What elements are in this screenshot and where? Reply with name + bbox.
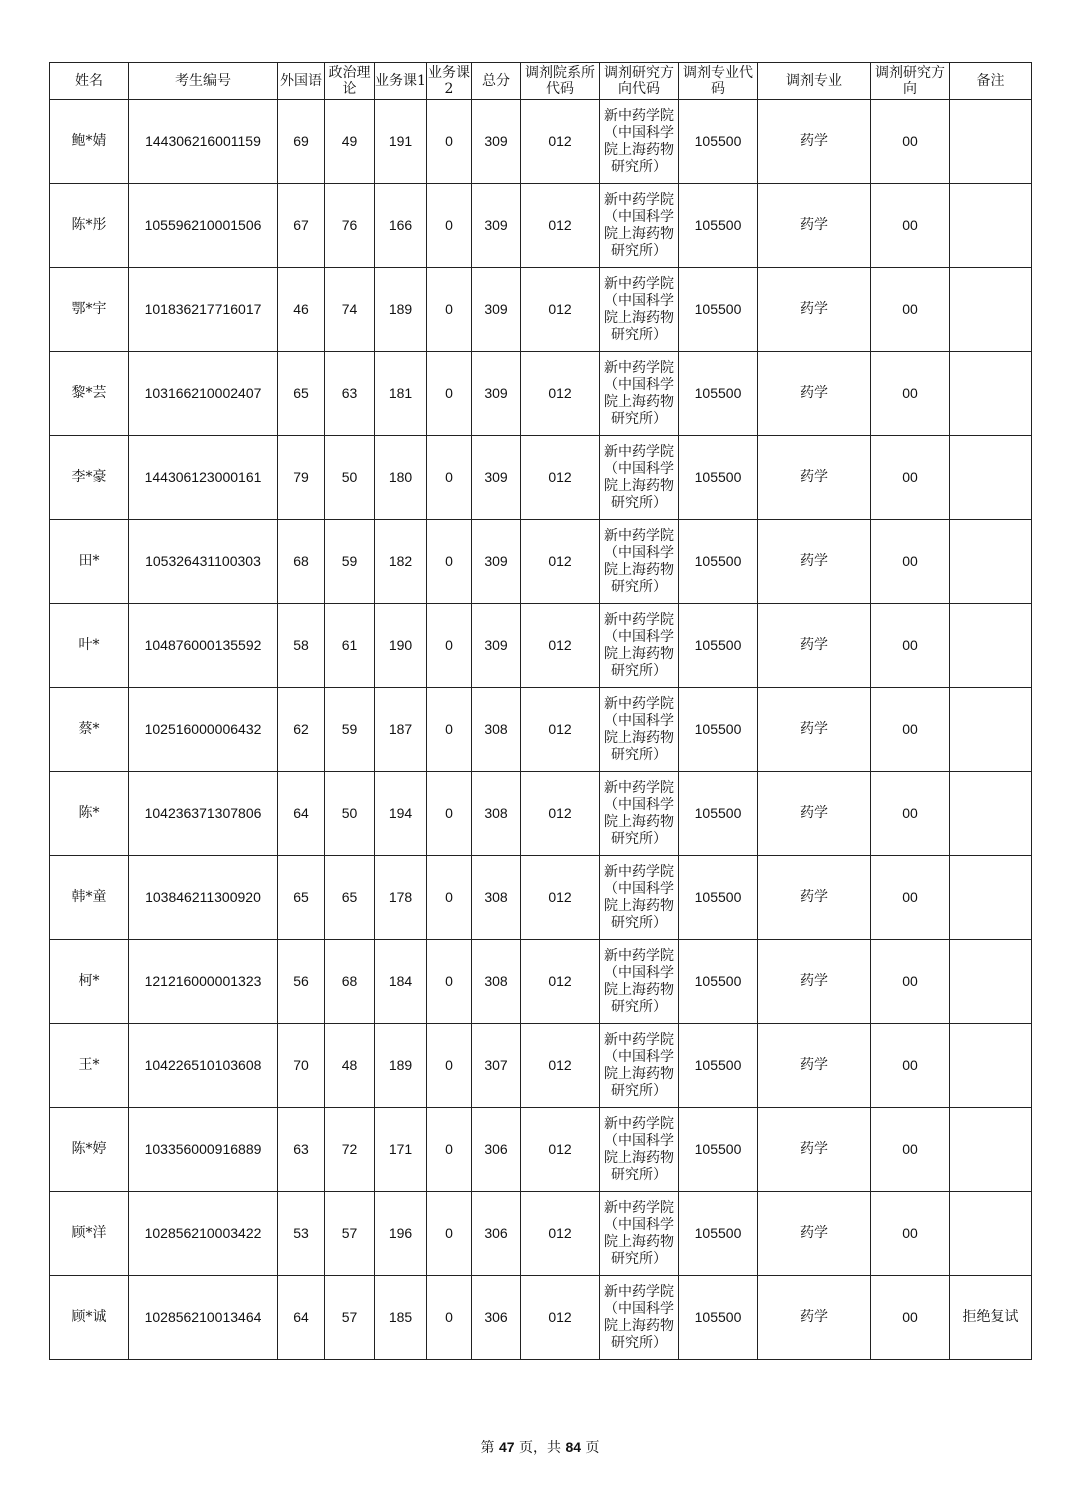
cell-course2: 0 [427,1024,472,1108]
cell-major: 药学 [758,352,871,436]
cell-major: 药学 [758,1024,871,1108]
cell-course2: 0 [427,688,472,772]
cell-course1: 190 [375,604,427,688]
cell-course1: 187 [375,688,427,772]
cell-course2: 0 [427,772,472,856]
score-table [49,62,1032,1360]
cell-exam-id: 103846211300920 [129,856,278,940]
cell-school: 新中药学院（中国科学院上海药物研究所） [600,1108,679,1192]
cell-foreign: 58 [278,604,325,688]
cell-total: 309 [472,436,521,520]
cell-course2: 0 [427,100,472,184]
cell-course1: 171 [375,1108,427,1192]
cell-politics: 72 [325,1108,375,1192]
table-row [50,688,1032,772]
cell-remark [950,520,1032,604]
cell-dept-code: 012 [521,100,600,184]
cell-exam-id: 121216000001323 [129,940,278,1024]
header-politics: 政治理论 [325,63,375,100]
cell-exam-id: 144306216001159 [129,100,278,184]
cell-remark [950,604,1032,688]
cell-school: 新中药学院（中国科学院上海药物研究所） [600,604,679,688]
cell-foreign: 53 [278,1192,325,1276]
cell-school: 新中药学院（中国科学院上海药物研究所） [600,352,679,436]
cell-major-code: 105500 [679,856,758,940]
cell-politics: 68 [325,940,375,1024]
footer-prefix: 第 [480,1440,499,1456]
cell-direction: 00 [871,940,950,1024]
cell-exam-id: 104236371307806 [129,772,278,856]
cell-politics: 49 [325,100,375,184]
cell-total: 309 [472,520,521,604]
footer-middle: 页，共 [514,1440,566,1456]
cell-exam-id: 103356000916889 [129,1108,278,1192]
cell-major-code: 105500 [679,268,758,352]
cell-course2: 0 [427,604,472,688]
cell-total: 306 [472,1192,521,1276]
cell-exam-id: 102516000006432 [129,688,278,772]
cell-major-code: 105500 [679,184,758,268]
table-header-row [50,63,1032,100]
cell-foreign: 65 [278,856,325,940]
cell-dept-code: 012 [521,352,600,436]
cell-dept-code: 012 [521,268,600,352]
cell-direction: 00 [871,856,950,940]
cell-school: 新中药学院（中国科学院上海药物研究所） [600,856,679,940]
cell-course2: 0 [427,352,472,436]
cell-remark [950,268,1032,352]
cell-school: 新中药学院（中国科学院上海药物研究所） [600,268,679,352]
cell-exam-id: 104876000135592 [129,604,278,688]
footer-page-number: 47 [498,1439,515,1455]
cell-remark [950,184,1032,268]
table-row [50,268,1032,352]
cell-course1: 184 [375,940,427,1024]
header-major-code: 调剂专业代码 [679,63,758,100]
cell-foreign: 46 [278,268,325,352]
cell-politics: 65 [325,856,375,940]
cell-foreign: 56 [278,940,325,1024]
cell-school: 新中药学院（中国科学院上海药物研究所） [600,688,679,772]
cell-school: 新中药学院（中国科学院上海药物研究所） [600,1276,679,1360]
cell-politics: 57 [325,1192,375,1276]
cell-name: 蔡* [50,688,129,772]
header-dept-code: 调剂院系所代码 [521,63,600,100]
cell-name: 叶* [50,604,129,688]
cell-course1: 191 [375,100,427,184]
cell-exam-id: 102856210003422 [129,1192,278,1276]
cell-course1: 180 [375,436,427,520]
cell-major: 药学 [758,1192,871,1276]
header-direction: 调剂研究方向 [871,63,950,100]
cell-dept-code: 012 [521,856,600,940]
cell-remark: 拒绝复试 [950,1276,1032,1360]
cell-school: 新中药学院（中国科学院上海药物研究所） [600,772,679,856]
cell-course2: 0 [427,1192,472,1276]
cell-major-code: 105500 [679,1024,758,1108]
cell-exam-id: 104226510103608 [129,1024,278,1108]
header-direction-code: 调剂研究方向代码 [600,63,679,100]
cell-politics: 50 [325,436,375,520]
cell-foreign: 64 [278,772,325,856]
cell-school: 新中药学院（中国科学院上海药物研究所） [600,1192,679,1276]
cell-politics: 50 [325,772,375,856]
cell-politics: 74 [325,268,375,352]
cell-foreign: 64 [278,1276,325,1360]
footer-suffix: 页 [581,1440,600,1456]
cell-total: 306 [472,1276,521,1360]
cell-name: 李*豪 [50,436,129,520]
cell-course1: 189 [375,268,427,352]
table-row [50,604,1032,688]
cell-school: 新中药学院（中国科学院上海药物研究所） [600,184,679,268]
header-course-1: 业务课1 [375,63,427,100]
cell-name: 黎*芸 [50,352,129,436]
cell-major-code: 105500 [679,352,758,436]
cell-major-code: 105500 [679,436,758,520]
cell-major: 药学 [758,772,871,856]
cell-major-code: 105500 [679,940,758,1024]
cell-direction: 00 [871,1276,950,1360]
cell-exam-id: 105326431100303 [129,520,278,604]
cell-total: 308 [472,940,521,1024]
cell-foreign: 62 [278,688,325,772]
cell-dept-code: 012 [521,520,600,604]
cell-direction: 00 [871,184,950,268]
cell-direction: 00 [871,520,950,604]
header-course-2: 业务课2 [427,63,472,100]
cell-major-code: 105500 [679,688,758,772]
cell-direction: 00 [871,1108,950,1192]
cell-dept-code: 012 [521,1024,600,1108]
cell-remark [950,688,1032,772]
cell-politics: 48 [325,1024,375,1108]
header-remark: 备注 [950,63,1032,100]
table-row [50,1192,1032,1276]
cell-course2: 0 [427,520,472,604]
cell-course2: 0 [427,268,472,352]
cell-major-code: 105500 [679,772,758,856]
cell-remark [950,1108,1032,1192]
cell-major-code: 105500 [679,1192,758,1276]
cell-remark [950,100,1032,184]
cell-major: 药学 [758,940,871,1024]
table-body [50,100,1032,1360]
cell-remark [950,1024,1032,1108]
cell-course2: 0 [427,184,472,268]
cell-name: 韩*童 [50,856,129,940]
cell-major-code: 105500 [679,1276,758,1360]
cell-remark [950,1192,1032,1276]
cell-name: 鲍*婧 [50,100,129,184]
cell-major: 药学 [758,688,871,772]
table-row [50,184,1032,268]
cell-politics: 63 [325,352,375,436]
cell-major: 药学 [758,520,871,604]
cell-name: 田* [50,520,129,604]
cell-major: 药学 [758,604,871,688]
cell-dept-code: 012 [521,184,600,268]
cell-politics: 59 [325,688,375,772]
cell-total: 308 [472,772,521,856]
cell-exam-id: 105596210001506 [129,184,278,268]
cell-course1: 196 [375,1192,427,1276]
cell-exam-id: 103166210002407 [129,352,278,436]
cell-direction: 00 [871,100,950,184]
cell-course2: 0 [427,1108,472,1192]
cell-foreign: 69 [278,100,325,184]
cell-foreign: 79 [278,436,325,520]
cell-remark [950,352,1032,436]
cell-major: 药学 [758,856,871,940]
table-row [50,352,1032,436]
cell-total: 309 [472,184,521,268]
cell-major: 药学 [758,436,871,520]
cell-total: 309 [472,268,521,352]
cell-direction: 00 [871,688,950,772]
cell-dept-code: 012 [521,772,600,856]
cell-school: 新中药学院（中国科学院上海药物研究所） [600,100,679,184]
cell-remark [950,940,1032,1024]
header-exam-id: 考生编号 [129,63,278,100]
cell-exam-id: 101836217716017 [129,268,278,352]
cell-foreign: 65 [278,352,325,436]
table-row [50,100,1032,184]
cell-name: 顾*洋 [50,1192,129,1276]
cell-name: 陈* [50,772,129,856]
cell-course1: 166 [375,184,427,268]
cell-name: 陈*彤 [50,184,129,268]
cell-major: 药学 [758,1276,871,1360]
cell-dept-code: 012 [521,688,600,772]
cell-school: 新中药学院（中国科学院上海药物研究所） [600,1024,679,1108]
table-row [50,520,1032,604]
cell-total: 309 [472,604,521,688]
table-row [50,1024,1032,1108]
score-table-container [49,62,1032,1360]
cell-course2: 0 [427,1276,472,1360]
table-row [50,436,1032,520]
cell-foreign: 68 [278,520,325,604]
cell-politics: 57 [325,1276,375,1360]
table-row [50,1276,1032,1360]
cell-foreign: 70 [278,1024,325,1108]
cell-major: 药学 [758,100,871,184]
cell-course1: 189 [375,1024,427,1108]
cell-major: 药学 [758,1108,871,1192]
cell-direction: 00 [871,268,950,352]
table-row [50,940,1032,1024]
cell-direction: 00 [871,436,950,520]
cell-direction: 00 [871,604,950,688]
cell-foreign: 63 [278,1108,325,1192]
table-row [50,1108,1032,1192]
cell-major-code: 105500 [679,604,758,688]
header-major: 调剂专业 [758,63,871,100]
cell-school: 新中药学院（中国科学院上海药物研究所） [600,436,679,520]
cell-foreign: 67 [278,184,325,268]
cell-course1: 182 [375,520,427,604]
cell-politics: 61 [325,604,375,688]
cell-name: 陈*婷 [50,1108,129,1192]
cell-remark [950,436,1032,520]
cell-remark [950,856,1032,940]
cell-name: 鄂*宇 [50,268,129,352]
table-row [50,856,1032,940]
cell-course1: 194 [375,772,427,856]
header-foreign-language: 外国语 [278,63,325,100]
header-name: 姓名 [50,63,129,100]
cell-exam-id: 144306123000161 [129,436,278,520]
table-row [50,772,1032,856]
cell-dept-code: 012 [521,604,600,688]
cell-total: 309 [472,352,521,436]
cell-major: 药学 [758,268,871,352]
cell-exam-id: 102856210013464 [129,1276,278,1360]
footer-total-pages: 84 [565,1439,582,1455]
cell-school: 新中药学院（中国科学院上海药物研究所） [600,520,679,604]
cell-total: 308 [472,856,521,940]
cell-major-code: 105500 [679,100,758,184]
cell-school: 新中药学院（中国科学院上海药物研究所） [600,940,679,1024]
cell-dept-code: 012 [521,940,600,1024]
cell-name: 王* [50,1024,129,1108]
cell-dept-code: 012 [521,1108,600,1192]
cell-dept-code: 012 [521,1192,600,1276]
cell-course1: 181 [375,352,427,436]
cell-major-code: 105500 [679,520,758,604]
cell-major-code: 105500 [679,1108,758,1192]
cell-total: 309 [472,100,521,184]
cell-course1: 185 [375,1276,427,1360]
cell-course2: 0 [427,856,472,940]
cell-total: 308 [472,688,521,772]
cell-direction: 00 [871,352,950,436]
cell-direction: 00 [871,772,950,856]
cell-dept-code: 012 [521,1276,600,1360]
cell-name: 柯* [50,940,129,1024]
cell-total: 306 [472,1108,521,1192]
cell-major: 药学 [758,184,871,268]
cell-name: 顾*诚 [50,1276,129,1360]
cell-remark [950,772,1032,856]
cell-politics: 59 [325,520,375,604]
cell-direction: 00 [871,1192,950,1276]
cell-course1: 178 [375,856,427,940]
cell-direction: 00 [871,1024,950,1108]
cell-course2: 0 [427,940,472,1024]
page-footer [0,1437,1080,1457]
cell-course2: 0 [427,436,472,520]
cell-politics: 76 [325,184,375,268]
header-total: 总分 [472,63,521,100]
cell-dept-code: 012 [521,436,600,520]
cell-total: 307 [472,1024,521,1108]
